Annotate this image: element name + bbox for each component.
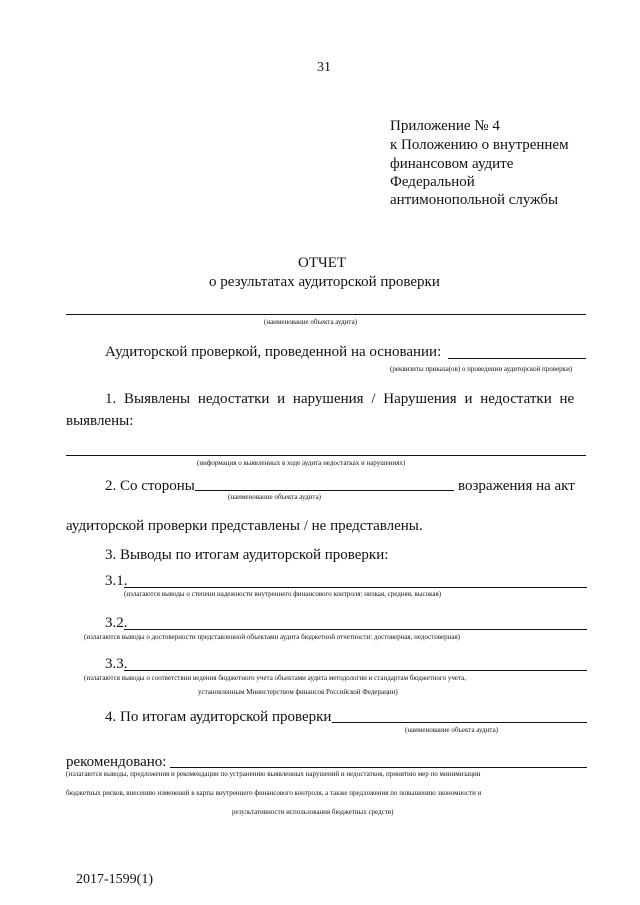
item2-suffix: возражения на акт xyxy=(458,478,575,494)
item3-3-label: 3.3. xyxy=(105,656,128,672)
recommended-hint: (излагаются выводы, предложения и рекомендации по устранению выявленных нарушений и недостатков, принятию мер по минимизации xyxy=(66,770,481,778)
item1-line2: выявлены: xyxy=(66,413,134,429)
object-name-line xyxy=(66,314,586,315)
item1-line xyxy=(66,455,586,456)
item2-line2: аудиторской проверки представлены / не представлены. xyxy=(66,518,423,534)
recommended-line xyxy=(170,767,587,768)
item3-1-hint: (излагаются выводы о степени надежности внутреннего финансового контроля: низкая, средняя, высокая) xyxy=(124,590,442,598)
recommended-hint: результативности использования бюджетных средств) xyxy=(232,808,394,816)
appendix-line: Приложение № 4 xyxy=(390,118,500,134)
item3-1-label: 3.1. xyxy=(105,573,128,589)
item4-line xyxy=(332,722,587,723)
object-name-hint: (наименование объекта аудита) xyxy=(264,318,358,326)
item3-3-line xyxy=(124,670,587,671)
appendix-line: Федеральной xyxy=(390,174,475,190)
item1-hint: (информация о выявленных в ходе аудита недостатках и нарушениях) xyxy=(197,459,406,467)
item3-3-hint: установленным Министерством финансов Российской Федерации) xyxy=(198,688,398,696)
item3-2-label: 3.2. xyxy=(105,615,128,631)
page-number: 31 xyxy=(317,60,331,75)
item2-hint: (наименование объекта аудита) xyxy=(228,493,322,501)
item3-2-line xyxy=(124,629,587,630)
item1-line1: 1. Выявлены недостатки и нарушения / Нарушения и недостатки не xyxy=(105,391,575,407)
item3-1-line xyxy=(124,587,587,588)
appendix-line: антимонопольной службы xyxy=(390,192,559,208)
document-subtitle: о результатах аудиторской проверки xyxy=(209,274,440,290)
basis-hint: (реквизиты приказа(ов) о проведении аудиторской проверки) xyxy=(390,365,573,373)
item2-line xyxy=(195,490,454,491)
item3-heading: 3. Выводы по итогам аудиторской проверки: xyxy=(105,547,389,563)
appendix-line: к Положению о внутреннем xyxy=(390,137,569,153)
basis-text: Аудиторской проверкой, проведенной на основании: xyxy=(105,344,442,360)
basis-line xyxy=(448,358,586,359)
appendix-line: финансовом аудите xyxy=(390,156,514,172)
document-code: 2017-1599(1) xyxy=(76,872,153,887)
item3-2-hint: (излагаются выводы о достоверности представленной объектами аудита бюджетной отчетности: достоверная, недостоверная) xyxy=(84,633,461,641)
item2-prefix: 2. Со стороны xyxy=(105,478,195,494)
document-title: ОТЧЕТ xyxy=(298,255,347,271)
item3-3-hint: (излагаются выводы о соответствии ведения бюджетного учета объектами аудита методологии и стандартам бюджетного учета, xyxy=(84,674,466,682)
recommended-label: рекомендовано: xyxy=(66,754,167,770)
item4-hint: (наименование объекта аудита) xyxy=(405,726,499,734)
item4-text: 4. По итогам аудиторской проверки xyxy=(105,709,332,725)
recommended-hint: бюджетных рисков, внесению изменений в карты внутреннего финансового контроля, а также предложения по повышению экономности и xyxy=(66,789,482,797)
